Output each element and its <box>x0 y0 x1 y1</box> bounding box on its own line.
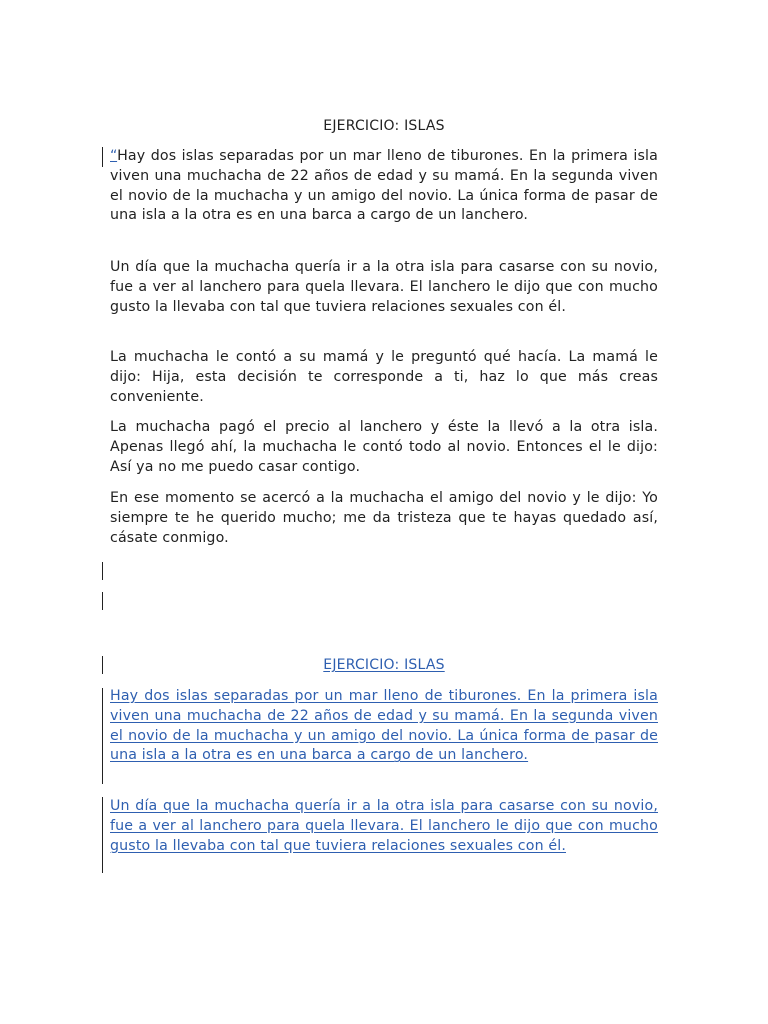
change-bar <box>102 797 103 873</box>
change-bar <box>102 562 103 580</box>
tracked-title-text: EJERCICIO: ISLAS <box>323 657 445 673</box>
paragraph-2: Un día que la muchacha quería ir a la otra isla para casarse con su novio, fue a ver al lanchero para quela llevara. El lanchero le dijo que con mucho gusto la llevaba con tal que tuviera relaciones sexuales con él. <box>110 259 658 315</box>
paragraph-4: La muchacha pagó el precio al lanchero y éste la llevó a la otra isla. Apenas llegó ahí, la muchacha le contó todo al novio. Entonces el le dijo: Así ya no me puedo casar contigo. <box>110 419 658 475</box>
paragraph-1 <box>110 147 658 226</box>
tracked-title <box>0 655 768 675</box>
tracked-paragraph-1: Hay dos islas separadas por un mar lleno de tiburones. En la primera isla viven una muchacha de 22 años de edad y su mamá. En la segunda viven el novio de la muchacha y un amigo del novio. La única forma de pasar de una isla a la otra es en una barca a cargo de un lanchero. <box>110 688 658 764</box>
opening-quote: “ <box>110 148 118 164</box>
paragraph-3: La muchacha le contó a su mamá y le preguntó qué hacía. La mamá le dijo: Hija, esta decisión te corresponde a ti, haz lo que más creas conveniente. <box>110 349 658 405</box>
document-title: EJERCICIO: ISLAS <box>323 118 445 134</box>
paragraph-5: En ese momento se acercó a la muchacha el amigo del novio y le dijo: Yo siempre te he querido mucho; me da tristeza que te hayas quedado así, cásate conmigo. <box>110 490 658 546</box>
change-bar <box>102 688 103 784</box>
change-bar <box>102 147 103 167</box>
tracked-paragraph-2: Un día que la muchacha quería ir a la otra isla para casarse con su novio, fue a ver al lanchero para quela llevara. El lanchero le dijo que con mucho gusto la llevaba con tal que tuviera relaciones sexuales con él. <box>110 798 658 854</box>
paragraph-1-text: Hay dos islas separadas por un mar lleno de tiburones. En la primera isla viven una muchacha de 22 años de edad y su mamá. En la segunda viven el novio de la muchacha y un amigo del novio. La única forma de pasar de una isla a la otra es en una barca a cargo de un lanchero. <box>110 148 658 224</box>
change-bar <box>102 592 103 610</box>
